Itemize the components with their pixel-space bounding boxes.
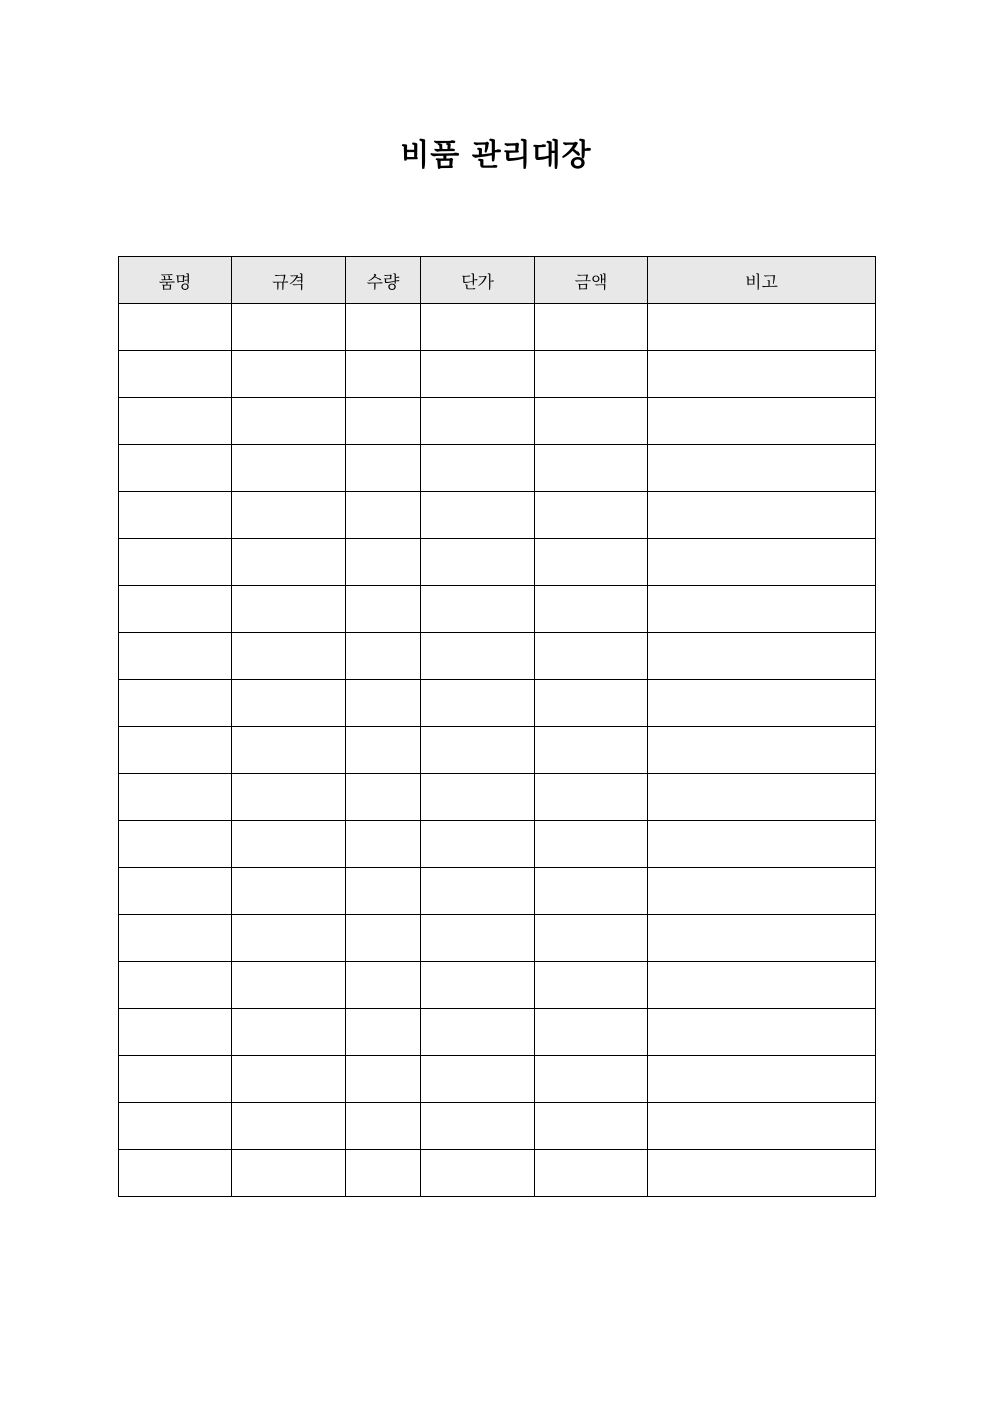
table-cell[interactable] <box>535 633 648 680</box>
table-cell[interactable] <box>648 821 876 868</box>
table-cell[interactable] <box>119 915 232 962</box>
table-cell[interactable] <box>119 680 232 727</box>
table-cell[interactable] <box>346 539 421 586</box>
column-header-item-name: 품명 <box>119 257 232 304</box>
table-cell[interactable] <box>648 492 876 539</box>
table-cell[interactable] <box>232 398 346 445</box>
page-title: 비품 관리대장 <box>400 138 592 173</box>
table-cell[interactable] <box>119 821 232 868</box>
table-cell[interactable] <box>346 680 421 727</box>
table-cell[interactable] <box>346 821 421 868</box>
table-cell[interactable] <box>346 1009 421 1056</box>
table-cell[interactable] <box>346 1103 421 1150</box>
table-row <box>119 586 876 633</box>
table-cell[interactable] <box>232 586 346 633</box>
table-cell[interactable] <box>232 351 346 398</box>
table-cell[interactable] <box>346 633 421 680</box>
header-row <box>119 257 876 304</box>
table-cell[interactable] <box>232 962 346 1009</box>
table-cell[interactable] <box>648 1009 876 1056</box>
table-cell[interactable] <box>535 680 648 727</box>
table-cell[interactable] <box>648 962 876 1009</box>
table-cell[interactable] <box>346 398 421 445</box>
table-row <box>119 1009 876 1056</box>
table-cell[interactable] <box>119 1150 232 1197</box>
table-row <box>119 539 876 586</box>
table-cell[interactable] <box>421 398 535 445</box>
table-cell[interactable] <box>421 633 535 680</box>
table-cell[interactable] <box>535 1103 648 1150</box>
table-cell[interactable] <box>535 868 648 915</box>
table-row <box>119 868 876 915</box>
table-cell[interactable] <box>119 774 232 821</box>
table-cell[interactable] <box>421 868 535 915</box>
table-row <box>119 304 876 351</box>
table-cell[interactable] <box>648 868 876 915</box>
table-cell[interactable] <box>119 445 232 492</box>
table-cell[interactable] <box>535 586 648 633</box>
table-cell[interactable] <box>535 1056 648 1103</box>
table-cell[interactable] <box>421 774 535 821</box>
table-cell[interactable] <box>346 586 421 633</box>
table-cell[interactable] <box>648 774 876 821</box>
table-cell[interactable] <box>535 821 648 868</box>
column-header-amount: 금액 <box>535 257 648 304</box>
table-cell[interactable] <box>346 1150 421 1197</box>
table-row <box>119 1056 876 1103</box>
table-cell[interactable] <box>119 492 232 539</box>
table-cell[interactable] <box>232 492 346 539</box>
table-row <box>119 962 876 1009</box>
table-cell[interactable] <box>535 398 648 445</box>
table-cell[interactable] <box>535 962 648 1009</box>
table-cell[interactable] <box>535 774 648 821</box>
table-row <box>119 398 876 445</box>
table-cell[interactable] <box>648 1103 876 1150</box>
table-cell[interactable] <box>232 1150 346 1197</box>
table-cell[interactable] <box>421 1150 535 1197</box>
table-cell[interactable] <box>421 1103 535 1150</box>
table-cell[interactable] <box>346 915 421 962</box>
table-cell[interactable] <box>232 445 346 492</box>
table-cell[interactable] <box>346 304 421 351</box>
table-cell[interactable] <box>421 915 535 962</box>
table-cell[interactable] <box>421 1056 535 1103</box>
table-cell[interactable] <box>346 445 421 492</box>
table-cell[interactable] <box>421 962 535 1009</box>
table-cell[interactable] <box>232 1056 346 1103</box>
table-cell[interactable] <box>232 868 346 915</box>
table-cell[interactable] <box>119 633 232 680</box>
table-cell[interactable] <box>648 680 876 727</box>
table-row <box>119 821 876 868</box>
table-cell[interactable] <box>535 304 648 351</box>
table-row <box>119 633 876 680</box>
table-cell[interactable] <box>648 398 876 445</box>
table-row <box>119 1150 876 1197</box>
table-cell[interactable] <box>421 821 535 868</box>
table-cell[interactable] <box>648 304 876 351</box>
table-cell[interactable] <box>421 1009 535 1056</box>
table-cell[interactable] <box>232 539 346 586</box>
table-row <box>119 445 876 492</box>
table-cell[interactable] <box>648 445 876 492</box>
table-cell[interactable] <box>346 492 421 539</box>
table-row <box>119 680 876 727</box>
table-cell[interactable] <box>648 351 876 398</box>
table-row <box>119 492 876 539</box>
table-row <box>119 351 876 398</box>
column-header-quantity: 수량 <box>346 257 421 304</box>
table-cell[interactable] <box>421 586 535 633</box>
table-cell[interactable] <box>535 445 648 492</box>
table-row <box>119 727 876 774</box>
column-header-spec: 규격 <box>232 257 346 304</box>
table-cell[interactable] <box>421 304 535 351</box>
table-cell[interactable] <box>535 1009 648 1056</box>
table-cell[interactable] <box>421 680 535 727</box>
table-cell[interactable] <box>346 962 421 1009</box>
table-cell[interactable] <box>232 304 346 351</box>
table-cell[interactable] <box>232 633 346 680</box>
table-cell[interactable] <box>648 1056 876 1103</box>
table-row <box>119 915 876 962</box>
table-body <box>119 304 876 1197</box>
table-cell[interactable] <box>535 727 648 774</box>
table-cell[interactable] <box>535 915 648 962</box>
table-cell[interactable] <box>232 774 346 821</box>
table-cell[interactable] <box>648 633 876 680</box>
table-cell[interactable] <box>119 351 232 398</box>
table-cell[interactable] <box>535 539 648 586</box>
table-cell[interactable] <box>232 680 346 727</box>
table-cell[interactable] <box>119 304 232 351</box>
table-cell[interactable] <box>119 1009 232 1056</box>
table-cell[interactable] <box>232 727 346 774</box>
table-cell[interactable] <box>648 539 876 586</box>
table-cell[interactable] <box>119 1103 232 1150</box>
table-cell[interactable] <box>346 351 421 398</box>
table-cell[interactable] <box>119 962 232 1009</box>
table-cell[interactable] <box>648 727 876 774</box>
equipment-ledger-table <box>118 256 876 1197</box>
table-cell[interactable] <box>232 1009 346 1056</box>
table-row <box>119 1103 876 1150</box>
table-cell[interactable] <box>648 1150 876 1197</box>
table-cell[interactable] <box>119 586 232 633</box>
column-header-unit-price: 단가 <box>421 257 535 304</box>
table-cell[interactable] <box>346 774 421 821</box>
table-cell[interactable] <box>119 1056 232 1103</box>
table-cell[interactable] <box>119 539 232 586</box>
table-cell[interactable] <box>421 492 535 539</box>
table-cell[interactable] <box>346 1056 421 1103</box>
table-cell[interactable] <box>346 868 421 915</box>
table-cell[interactable] <box>119 727 232 774</box>
table-cell[interactable] <box>119 398 232 445</box>
table-cell[interactable] <box>421 539 535 586</box>
table-row <box>119 774 876 821</box>
table-cell[interactable] <box>421 445 535 492</box>
table-cell[interactable] <box>535 351 648 398</box>
column-header-remarks: 비고 <box>648 257 876 304</box>
table-cell[interactable] <box>232 821 346 868</box>
table-cell[interactable] <box>421 351 535 398</box>
table-cell[interactable] <box>232 1103 346 1150</box>
table-cell[interactable] <box>535 492 648 539</box>
table-cell[interactable] <box>346 727 421 774</box>
table-cell[interactable] <box>648 586 876 633</box>
table-cell[interactable] <box>232 915 346 962</box>
table-cell[interactable] <box>421 727 535 774</box>
table-cell[interactable] <box>535 1150 648 1197</box>
table-cell[interactable] <box>119 868 232 915</box>
table-cell[interactable] <box>648 915 876 962</box>
